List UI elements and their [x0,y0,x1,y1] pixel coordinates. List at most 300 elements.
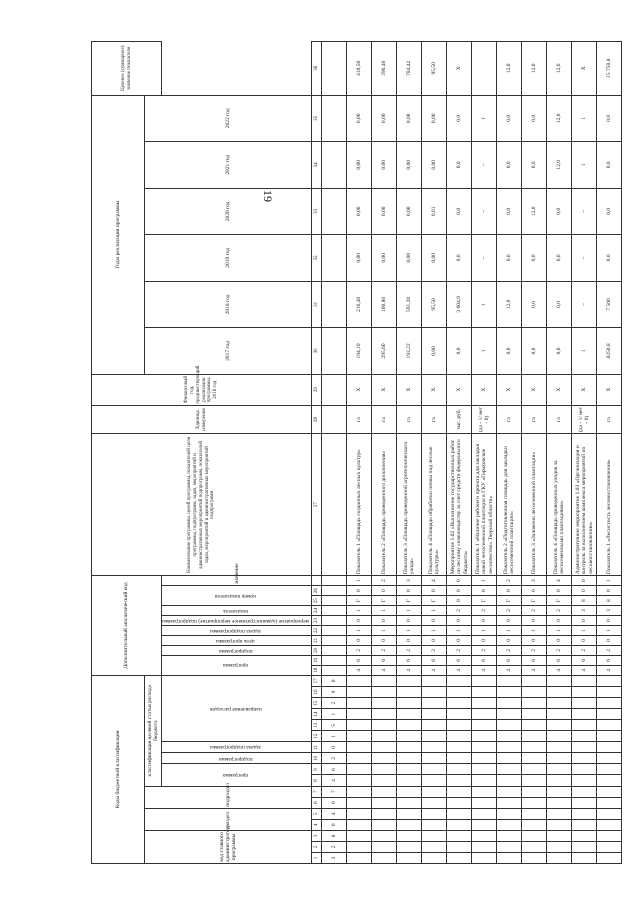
year-value-2-text: 12,0 [506,299,513,310]
header-target [92,42,162,96]
empty-cell [372,720,397,731]
extra-code-digit [522,635,547,645]
header-additional-code-text: Дополнительный аналитический код [123,582,130,669]
column-number [312,625,322,635]
indicator-unit-text: га [406,417,413,422]
empty-cell [472,731,497,742]
extra-code-digit-text: 0 [456,579,463,583]
empty-cell [347,709,372,720]
extra-code-digit-text: 4 [506,668,513,672]
year-value-1-text: 1 [481,349,488,353]
extra-code-digit [497,596,522,606]
year-value-5-text: 0,00 [381,160,388,170]
empty-cell [372,764,397,775]
budget-digit [322,797,347,808]
year-value-5-text: 1 [581,163,588,167]
empty-cell [447,797,472,808]
empty-cell [522,675,547,686]
empty-cell [397,675,422,686]
column-number-text: 5 [314,812,320,815]
year-value-4 [522,188,547,235]
extra-code-digit [572,635,597,645]
column-number [312,764,322,775]
empty-cell [322,235,347,282]
extra-code-digit-text: Г [381,599,388,603]
extra-code-digit-text: 0 [531,639,538,642]
table-row [597,42,622,864]
year-value-3-text: 0,00 [381,253,388,263]
extra-code-digit [522,576,547,586]
header-podrazdel-text: подраздел [225,783,232,807]
extra-code-digit [472,625,497,635]
extra-code-digit-text: 4 [431,579,438,583]
extra-code-digit [397,665,422,675]
budget-digit [322,720,347,731]
extra-code-digit-text: 2 [506,609,513,612]
indicator-unit-text: (да - 1/ нет - 0) [478,406,491,433]
empty-cell [497,797,522,808]
year-value-4-text: 12,0 [531,206,538,217]
header-podrazdel [145,783,312,808]
extra-code-digit [372,665,397,675]
extra-code-digit-text: 0 [556,639,563,642]
budget-code-row [322,42,347,864]
column-number [312,576,322,586]
budget-digit-text: 4 [331,779,338,782]
year-value-5-text: 0,00 [356,160,363,170]
year-value-3-text: 0,0 [506,254,513,262]
year-value-5 [572,142,597,189]
column-number-text: 36 [314,65,320,71]
year-value-3 [547,235,572,282]
extra-code-digit [497,635,522,645]
year-value-2 [472,281,497,328]
table-row [372,42,397,864]
extra-code-digit [597,606,622,616]
indicator-fin-year-text: Х [431,387,438,392]
year-value-2-text: 3 604,9 [456,296,463,313]
page-number: 19 [261,190,275,202]
extra-code-digit-text: 0 [606,619,613,622]
extra-code-digit [547,616,572,626]
extra-code-digit [347,606,372,616]
indicator-fin-year-text: Х [481,387,488,392]
extra-code-digit [447,606,472,616]
extra-code-digit-text: 1 [381,629,388,632]
extra-code-digit [447,665,472,675]
indicator-unit [547,405,572,434]
empty-cell [597,797,622,808]
empty-cell [597,819,622,830]
header-row-1 [92,42,145,864]
indicator-fin-year [397,374,422,405]
year-value-5 [347,142,372,189]
extra-code-digit-text: 6 [481,658,488,662]
extra-code-digit-text: 0 [406,639,413,642]
indicator-name-text: Мероприятие 1.02 «Выполнение государственных работ по лесному семеноводству за счет средств федерального бюджета» [449,439,469,575]
empty-cell [422,720,447,731]
column-number-text: 20 [314,647,320,653]
extra-code-digit [597,596,622,606]
column-number-text: 21 [314,637,320,643]
year-value-1 [347,328,372,375]
budget-digit [322,709,347,720]
empty-cell [422,687,447,698]
year-value-1 [472,328,497,375]
year-value-2-text: 100,80 [381,296,388,312]
year-value-3-text: – [481,256,488,260]
year-value-3-text: 0,0 [456,254,463,262]
year-value-2 [372,281,397,328]
indicator-total-text: 12,0 [506,63,513,74]
empty-cell [347,852,372,863]
header-podprogramma-text: подпрограмма [218,755,253,762]
indicator-name-text: Показатель 1 «Наличие рабочего проекта для закладки новой лесосеменной плантации в ГКУ «Гороховское лесничество» Тверской области» [474,443,494,575]
extra-code-digit-text: 1 [431,629,438,632]
year-value-2-text: 591,20 [406,296,413,312]
year-value-4 [472,188,497,235]
empty-cell [597,675,622,686]
rotated-table-page [91,41,638,864]
extra-code-digit [547,645,572,655]
column-number [312,142,322,189]
empty-cell [372,841,397,852]
extra-code-digit [397,606,422,616]
year-value-4 [347,188,372,235]
year-value-3 [422,235,447,282]
year-value-4-text: 0,0 [456,207,463,215]
year-value-5-text: 0,0 [606,161,613,169]
indicator-name-text: Показатель 4 «Площадь обработки почвы под лесные культуры» [427,446,441,575]
year-value-4-text: 0,00 [356,206,363,217]
year-value-6-text: 0,0 [606,114,613,122]
header-d-cel [162,635,312,645]
header-name [92,434,312,576]
extra-code-digit [497,606,522,616]
year-value-3 [372,235,397,282]
empty-cell [547,742,572,753]
empty-cell [372,731,397,742]
empty-cell [497,830,522,841]
header-budget-codes-text: Коды бюджетной классификации [114,730,121,809]
empty-cell [397,841,422,852]
indicator-fin-year [572,374,597,405]
column-number [312,852,322,863]
extra-code-digit [472,665,497,675]
empty-cell [347,819,372,830]
empty-cell [447,764,472,775]
year-value-5 [547,142,572,189]
indicator-name-text: Показатель 3 «Площадь проведенной агротехнического ухода» [402,441,416,575]
empty-cell [447,841,472,852]
year-value-1-text: 193,22 [406,343,413,359]
empty-cell [597,742,622,753]
year-value-6-text: 0,00 [406,113,413,124]
table-row [547,42,572,864]
empty-cell [447,687,472,698]
empty-cell [347,720,372,731]
year-value-5 [597,142,622,189]
empty-cell [347,786,372,797]
year-value-2 [547,281,572,328]
empty-cell [422,797,447,808]
extra-code-digit-text: Г [431,599,438,603]
extra-code-digit-text: 4 [531,668,538,672]
empty-cell [497,720,522,731]
extra-code-digit [372,616,397,626]
header-unit [92,405,312,434]
extra-code-digit [597,655,622,665]
column-number-text: 10 [314,755,320,761]
empty-cell [572,675,597,686]
column-number-text: 31 [314,301,320,307]
indicator-name [347,434,372,576]
year-value-6-text: 1 [481,116,488,120]
empty-cell [597,808,622,819]
year-value-1-text: 0,0 [456,347,463,355]
year-value-4-text: 0,0 [506,207,513,215]
column-number-text: 18 [314,667,320,673]
extra-code-digit-text: 6 [406,658,413,662]
header-d-programma [162,655,312,675]
year-value-3 [447,235,472,282]
header-d-zadacha-text: задача подпрограммы [209,627,262,634]
extra-code-digit [347,586,372,596]
extra-code-digit [597,635,622,645]
indicator-total [572,42,597,96]
indicator-total [422,42,447,96]
extra-code-digit [372,576,397,586]
column-number [312,42,322,96]
extra-code-digit [422,576,447,586]
year-value-5 [422,142,447,189]
empty-cell [472,786,497,797]
empty-cell [522,753,547,764]
column-number [312,596,322,606]
extra-code-digit [547,625,572,635]
empty-cell [572,709,597,720]
extra-code-digit-text: 0 [456,619,463,622]
empty-cell [597,753,622,764]
indicator-total [472,42,497,96]
column-number-text: 14 [314,711,320,717]
empty-cell [522,819,547,830]
budget-digit [322,775,347,786]
extra-code-digit-text: 3 [581,609,588,612]
extra-code-digit-text: 2 [556,609,563,612]
empty-cell [497,775,522,786]
year-value-2 [522,281,547,328]
budget-digit-text: 7 [331,790,338,793]
extra-code-digit [397,596,422,606]
extra-code-digit-text: 3 [406,579,413,583]
empty-cell [547,786,572,797]
empty-cell [397,753,422,764]
year-value-2-text: 0,0 [531,300,538,308]
column-number-text: 8 [314,779,320,782]
indicator-name [597,434,622,576]
extra-code-digit [497,625,522,635]
extra-code-digit-text: 4 [606,668,613,672]
year-value-6-text: 0,0 [531,114,538,122]
year-value-5 [397,142,422,189]
indicator-unit [572,405,597,434]
column-number [312,675,322,686]
empty-cell [322,606,347,616]
year-value-3-text: 0,00 [431,253,438,263]
budget-digit [322,698,347,709]
column-number [312,665,322,675]
empty-cell [422,786,447,797]
indicator-unit-text: га [606,417,613,422]
empty-cell [597,687,622,698]
indicator-unit-text: га [506,417,513,422]
indicator-fin-year [522,374,547,405]
extra-code-digit-text: 1 [431,609,438,612]
extra-code-digit [572,606,597,616]
extra-code-digit [447,616,472,626]
empty-cell [322,616,347,626]
empty-cell [572,841,597,852]
empty-cell [522,698,547,709]
indicator-name [472,434,497,576]
budget-digit-text: 5 [331,723,338,727]
column-number-text: 17 [314,678,320,684]
empty-cell [347,830,372,841]
column-number [312,819,322,830]
column-number [312,786,322,797]
extra-code-digit-text: 0 [481,639,488,642]
header-year-5-text: 2021 год [225,154,232,175]
empty-cell [497,852,522,863]
indicator-unit [422,405,447,434]
header-year-5 [145,142,312,189]
empty-cell [472,687,497,698]
extra-code-digit [372,645,397,655]
indicator-fin-year-text: Х [606,387,613,392]
extra-code-digit [497,616,522,626]
year-value-4-text: 0,01 [431,206,438,217]
indicator-fin-year [422,374,447,405]
extra-code-digit-text: 2 [431,648,438,652]
empty-cell [397,819,422,830]
empty-cell [572,830,597,841]
year-value-1-text: 0,00 [431,346,438,356]
extra-code-digit-text: 6 [381,658,388,662]
indicator-fin-year-text: Х [556,387,563,392]
header-d-cel-text: цель программы [216,637,255,644]
empty-cell [372,797,397,808]
year-value-6 [522,95,547,142]
extra-code-digit-text: 1 [556,629,563,632]
header-d-podprogramma-text: подпрограмма [218,647,253,654]
extra-code-digit-text: 2 [456,648,463,652]
column-number [312,635,322,645]
table-row [447,42,472,864]
extra-code-digit [572,665,597,675]
extra-code-digit-text: 2 [406,648,413,652]
year-value-6 [597,95,622,142]
extra-code-digit [572,596,597,606]
indicator-unit [497,405,522,434]
empty-cell [397,775,422,786]
extra-code-digit-text: 0 [556,589,563,593]
indicator-name-text: Показатель 4 «Площадь проведенных уходов за лесосеменными плантациями» [552,460,566,575]
extra-code-digit-text: Г [556,599,563,603]
year-value-1-text: 0,0 [556,347,563,355]
extra-code-digit [547,655,572,665]
extra-code-digit-text: 0 [606,639,613,642]
empty-cell [497,841,522,852]
year-value-5-text: – [481,163,488,167]
extra-code-digit-text: 0 [531,619,538,622]
indicator-fin-year [597,374,622,405]
empty-cell [372,698,397,709]
column-number [312,797,322,808]
empty-cell [522,687,547,698]
year-value-1 [447,328,472,375]
table-row [347,42,372,864]
empty-cell [472,841,497,852]
extra-code-digit-text: 1 [356,579,363,583]
extra-code-digit-text: Г [531,599,538,603]
indicator-fin-year-text: Х [356,387,363,392]
empty-cell [422,742,447,753]
extra-code-digit [547,665,572,675]
extra-code-digit [597,625,622,635]
empty-cell [597,830,622,841]
year-value-6 [472,95,497,142]
extra-code-digit-text: 1 [406,609,413,612]
year-value-2-text: – [581,303,588,306]
empty-cell [422,808,447,819]
extra-code-digit [572,586,597,596]
extra-code-digit-text: 0 [581,619,588,622]
empty-cell [322,586,347,596]
empty-cell [547,731,572,742]
empty-cell [372,819,397,830]
indicator-unit [597,405,622,434]
indicator-name [497,434,522,576]
empty-cell [522,720,547,731]
header-admin-code-text: код главного администратора программы [218,824,238,862]
empty-cell [422,852,447,863]
year-value-4 [422,188,447,235]
empty-cell [547,709,572,720]
extra-code-digit-text: 2 [481,648,488,652]
extra-code-digit [422,596,447,606]
year-value-1-text: 0,0 [531,347,538,355]
extra-code-digit-text: 0 [506,589,513,593]
year-value-1 [597,328,622,375]
year-value-3 [497,235,522,282]
extra-code-digit-text: 1 [356,629,363,632]
extra-code-digit-text: 6 [356,658,363,662]
extra-code-digit-text: 0 [356,589,363,593]
indicator-name [372,434,397,576]
extra-code-digit [572,625,597,635]
empty-cell [372,709,397,720]
extra-code-digit [397,655,422,665]
empty-cell [422,731,447,742]
year-value-2 [347,281,372,328]
year-value-4-text: 0,0 [606,207,613,215]
extra-code-digit [522,625,547,635]
empty-cell [547,775,572,786]
empty-cell [322,281,347,328]
table-row [572,42,597,864]
empty-cell [497,753,522,764]
